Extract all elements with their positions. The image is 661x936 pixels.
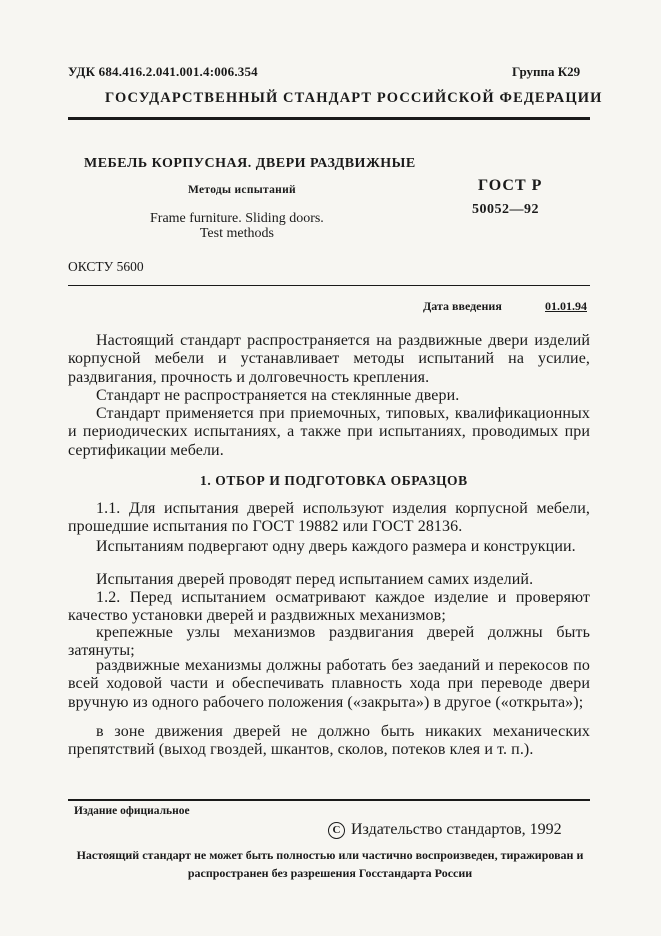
section-heading: 1. ОТБОР И ПОДГОТОВКА ОБРАЗЦОВ [200,473,468,488]
section-paragraph-text: Испытания дверей проводят перед испытанием самих изделий. [96,571,534,588]
intro-paragraph-text: Стандарт применяется при приемочных, типовых, квалификационных и периодических испытаниях, а также при испытаниях, проводимых при сертификации мебели. [68,405,590,459]
publisher-line [328,821,562,839]
document-subtitle: Методы испытаний [188,184,296,196]
header-rule [68,117,590,120]
copyright-icon: C [328,822,345,839]
state-standard-title: ГОСУДАРСТВЕННЫЙ СТАНДАРТ РОССИЙСКОЙ ФЕДЕРАЦИИ [105,90,603,106]
section-paragraph [68,624,590,661]
english-title-line1: Frame furniture. Sliding doors. [150,211,324,226]
gost-number: 50052—92 [472,202,539,217]
group-code: Группа К29 [512,64,581,79]
okstu-rule [68,285,590,286]
section-paragraph [68,723,590,760]
section-paragraph-text: Испытаниям подвергают одну дверь каждого размера и конструкции. [96,538,576,555]
intro-paragraph [68,405,590,460]
okstu-code: ОКСТУ 5600 [68,259,144,274]
official-edition-label: Издание официальное [74,805,190,817]
document-title: МЕБЕЛЬ КОРПУСНАЯ. ДВЕРИ РАЗДВИЖНЫЕ [84,156,416,171]
section-paragraph-text: в зоне движения дверей не должно быть никаких механических препятствий (выход гвоздей, шкантов, сколов, потеков клея и т. п.). [68,723,590,759]
section-paragraph-text: 1.1. Для испытания дверей используют изделия корпусной мебели, прошедшие испытания по ГОСТ 19882 или ГОСТ 28136. [68,500,590,536]
gost-label: ГОСТ Р [478,177,543,194]
intro-paragraph [68,332,590,387]
reproduction-notice: Настоящий стандарт не может быть полностью или частично воспроизведен, тиражирован и распространен без разрешения Госстандарта России [76,848,584,880]
english-title-line2: Test methods [199,226,274,241]
section-paragraph [68,538,590,556]
footer-rule [68,799,590,801]
intro-paragraph-text: Настоящий стандарт распространяется на раздвижные двери изделий корпусной мебели и устанавливает методы испытаний на усилие, раздвигания, прочность и долговечность крепления. [68,332,590,386]
intro-date: 01.01.94 [545,299,587,313]
section-paragraph-text: крепежные узлы механизмов раздвигания дверей должны быть затянуты; [68,624,590,660]
section-paragraph [68,571,590,589]
section-paragraph [68,657,590,712]
section-paragraph-text: раздвижные механизмы должны работать без заеданий и перекосов по всей ходовой части и обеспечивать плавность хода при переводе двери вручную из одного рабочего положения («закрыта») в другое («открыта»); [68,657,590,711]
intro-paragraph [68,387,590,405]
section-paragraph [68,500,590,537]
section-paragraph-text: 1.2. Перед испытанием осматривают каждое изделие и проверяют качество установки дверей и раздвижных механизмов; [68,589,590,625]
udk-code: УДК 684.416.2.041.001.4:006.354 [68,64,258,79]
intro-paragraph-text: Стандарт не распространяется на стеклянные двери. [96,387,460,404]
intro-date-label: Дата введения [423,299,502,313]
section-paragraph [68,589,590,626]
english-title [150,211,324,241]
publisher-text: Издательство стандартов, 1992 [351,821,562,838]
